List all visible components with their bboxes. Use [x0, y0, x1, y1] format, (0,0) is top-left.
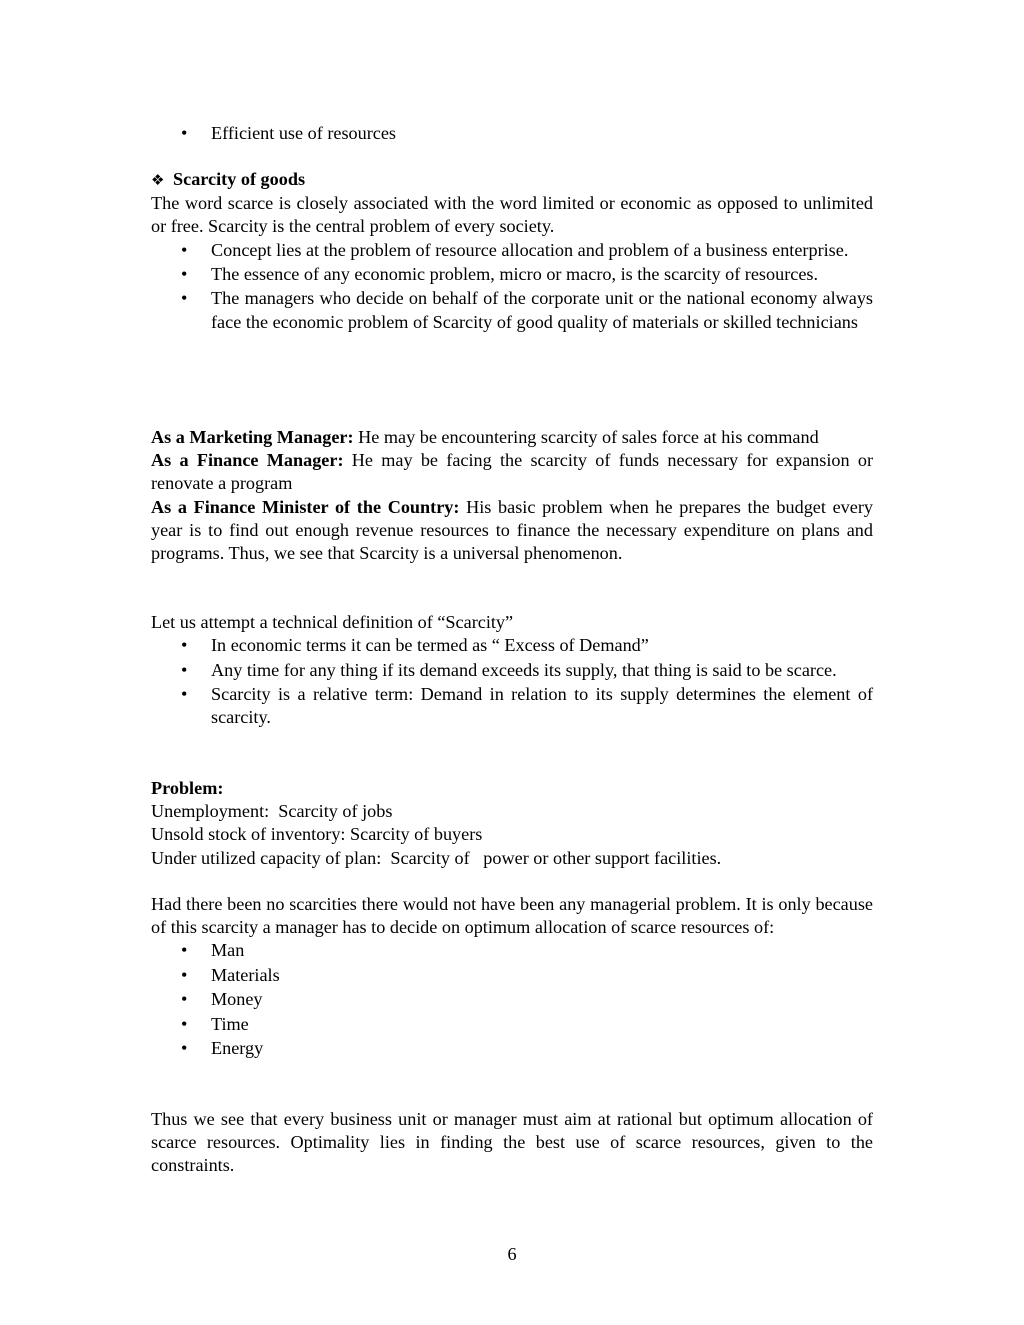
list-item: • The managers who decide on behalf of the corporate unit or the national economy always face the economic problem of Scarcity of good quality of materials or skilled technicians: [181, 288, 873, 332]
problem-line: Unsold stock of inventory: Scarcity of buyers: [151, 824, 483, 845]
scarcity-bullet-list: [151, 239, 873, 334]
conclusion-paragraph: Thus we see that every business unit or manager must aim at rational but optimum allocation of scarce resources. Optimality lies in finding the best use of scarce resources, given to the constraints.: [151, 1109, 873, 1176]
bullet-icon: •: [181, 123, 188, 143]
list-item: • Any time for any thing if its demand exceeds its supply, that thing is said to be scarce.: [151, 659, 873, 682]
list-item: • The essence of any economic problem, micro or macro, is the scarcity of resources.: [151, 263, 873, 286]
definition-bullet-list: [151, 634, 873, 729]
problem-line: Under utilized capacity of plan: Scarcity of power or other support facilities.: [151, 847, 722, 868]
list-item: • Money: [151, 988, 873, 1011]
list-item: • Materials: [151, 964, 873, 987]
top-bullet-list: [151, 122, 873, 146]
bullet-icon: •: [181, 659, 188, 680]
problem-section: [151, 777, 873, 870]
scarcity-section: [151, 168, 873, 335]
bullet-icon: •: [181, 989, 188, 1010]
scarcity-intro: The word scarce is closely associated with the word limited or economic as opposed to unlimited or free. Scarcity is the central problem of every society.: [151, 193, 873, 237]
resources-bullet-list: [151, 939, 873, 1060]
bullet-icon: •: [181, 1013, 188, 1034]
list-item: • Concept lies at the problem of resource allocation and problem of a business enterprise.: [151, 239, 873, 262]
role-finance-minister: As a Finance Minister of the Country: His basic problem when he prepares the budget every year is to find out enough revenue resources to finance the necessary expenditure on plans and programs. Thus, we see that Scarcity is a universal phenomenon.: [151, 496, 873, 564]
bullet-icon: •: [181, 1037, 188, 1058]
bullet-icon: •: [181, 239, 188, 260]
problem-heading: Problem:: [151, 778, 224, 798]
bullet-icon: •: [181, 264, 188, 284]
bullet-icon: •: [181, 940, 188, 961]
list-item: • Energy: [151, 1037, 873, 1060]
diamond-bullet-icon: ❖: [151, 171, 165, 189]
resources-intro: Had there been no scarcities there would not have been any managerial problem. It is only because of this scarcity a manager has to decide on optimum allocation of scarce resources of:: [151, 894, 873, 938]
list-item: • In economic terms it can be termed as “ Excess of Demand”: [151, 634, 873, 657]
list-item: • Efficient use of resources: [151, 122, 873, 145]
conclusion-section: [151, 1108, 873, 1178]
list-item: • Time: [151, 1013, 873, 1036]
resources-section: [151, 893, 873, 1061]
bullet-icon: •: [181, 964, 188, 985]
list-item: • Man: [151, 939, 873, 962]
definition-intro: Let us attempt a technical definition of “Scarcity”: [151, 612, 514, 632]
role-finance-manager: As a Finance Manager: He may be facing the scarcity of funds necessary for expansion or renovate a program: [151, 450, 873, 494]
list-item: • Scarcity is a relative term: Demand in relation to its supply determines the element of scarcity.: [181, 683, 873, 728]
section-heading: ❖ Scarcity of goods: [151, 168, 873, 192]
page-number: 6: [507, 1244, 517, 1264]
roles-section: [151, 426, 873, 565]
role-marketing-manager: As a Marketing Manager: He may be encountering scarcity of sales force at his command: [151, 427, 819, 447]
bullet-icon: •: [181, 683, 188, 704]
bullet-icon: •: [181, 288, 188, 309]
problem-line: Unemployment: Scarcity of jobs: [151, 801, 393, 822]
bullet-icon: •: [181, 635, 188, 656]
definition-section: [151, 611, 873, 731]
